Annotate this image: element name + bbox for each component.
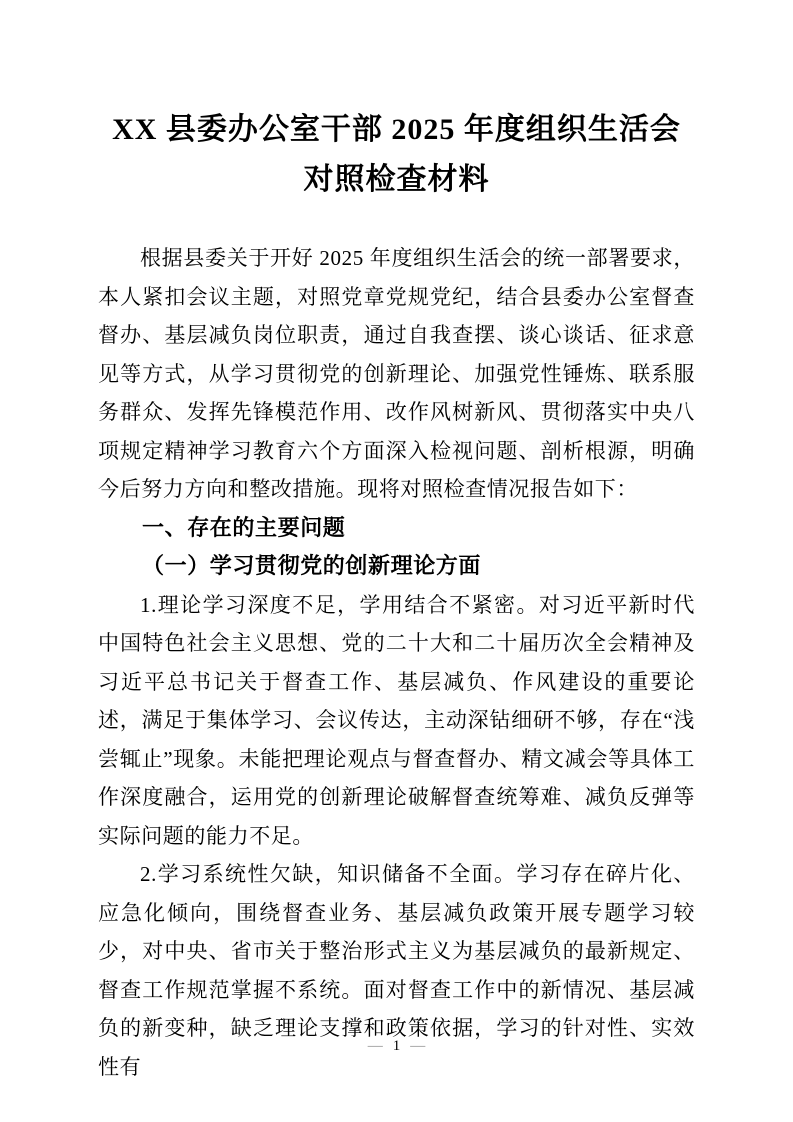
document-title xyxy=(98,105,695,205)
page-number: 1 xyxy=(392,1038,401,1054)
footer-dash-right: — xyxy=(410,1038,426,1054)
intro-paragraph: 根据县委关于开好 2025 年度组织生活会的统一部署要求，本人紧扣会议主题，对照党章党规党纪，结合县委办公室督查督办、基层减负岗位职责，通过自我查摆、谈心谈话、征求意见等方式，从学习贯彻党的创新理论、加强党性锤炼、联系服务群众、发挥先锋模范作用、改作风树新风、贯彻落实中央八项规定精神学习教育六个方面深入检视问题、剖析根源，明确今后努力方向和整改措施。现将对照检查情况报告如下： xyxy=(98,246,695,501)
heading-main-problems: 一、存在的主要问题 xyxy=(142,514,346,540)
document-body xyxy=(98,105,695,1086)
title-line-1: XX 县委办公室干部 2025 年度组织生活会 xyxy=(112,113,681,146)
paragraph-1-theory-depth: 1.理论学习深度不足，学用结合不紧密。对习近平新时代中国特色社会主义思想、党的二十大和二十届历次全会精神及习近平总书记关于督查工作、基层减负、作风建设的重要论述，满足于集体学习、会议传达，主动深钻细研不够，存在“浅尝辄止”现象。未能把理论观点与督查督办、精文减会等具体工作深度融合，运用党的创新理论破解督查统筹难、减负反弹等实际问题的能力不足。 xyxy=(98,592,695,848)
title-line-2: 对照检查材料 xyxy=(303,163,490,196)
paragraph-2-systematic-study: 2.学习系统性欠缺，知识储备不全面。学习存在碎片化、应急化倾向，围绕督查业务、基层减负政策开展专题学习较少，对中央、省市关于整治形式主义为基层减负的最新规定、督查工作规范掌握不系统。面对督查工作中的新情况、基层减负的新变种，缺乏理论支撑和政策依据，学习的针对性、实效性有 xyxy=(98,862,695,1079)
footer-dash-left: — xyxy=(367,1038,383,1054)
subheading-theory-study: （一）学习贯彻党的创新理论方面 xyxy=(142,553,482,578)
page-footer xyxy=(0,1036,793,1056)
